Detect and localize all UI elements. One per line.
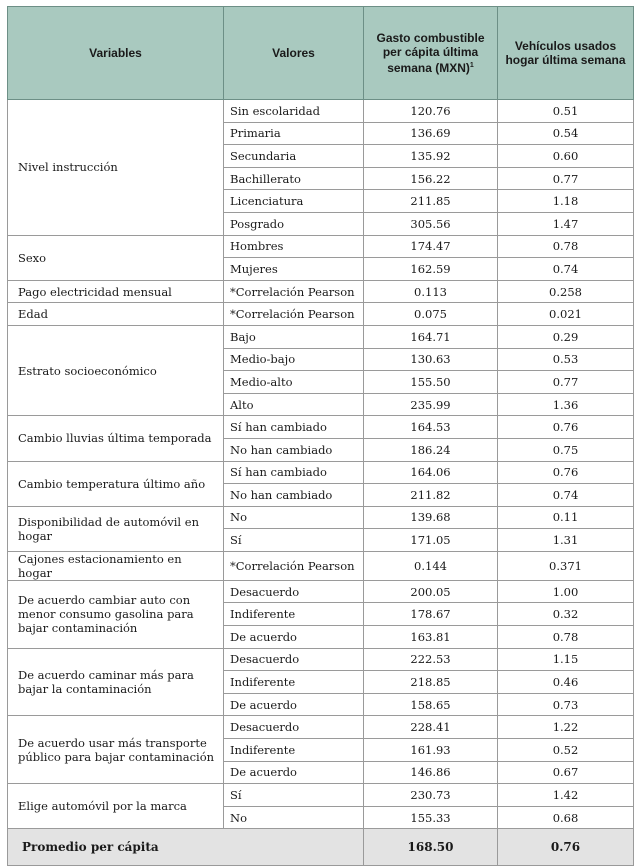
valor-cell: Sí han cambiado xyxy=(224,416,364,439)
valor-cell: *Correlación Pearson xyxy=(224,303,364,326)
valor-cell: Bajo xyxy=(224,325,364,348)
gasto-cell: 211.85 xyxy=(364,190,498,213)
vehiculos-cell: 0.76 xyxy=(498,461,634,484)
gasto-cell: 0.144 xyxy=(364,551,498,580)
gasto-cell: 186.24 xyxy=(364,438,498,461)
gasto-cell: 174.47 xyxy=(364,235,498,258)
table-row xyxy=(8,280,634,303)
variable-cell: Cajones estacionamiento en hogar xyxy=(8,551,224,580)
table-header xyxy=(8,7,634,100)
vehiculos-cell: 0.78 xyxy=(498,235,634,258)
valor-cell: Sí han cambiado xyxy=(224,461,364,484)
vehiculos-cell: 1.18 xyxy=(498,190,634,213)
valor-cell: *Correlación Pearson xyxy=(224,551,364,580)
vehiculos-cell: 1.42 xyxy=(498,784,634,807)
valor-cell: Posgrado xyxy=(224,212,364,235)
table-body xyxy=(8,100,634,829)
gasto-cell: 139.68 xyxy=(364,506,498,529)
gasto-cell: 164.53 xyxy=(364,416,498,439)
valor-cell: Sí xyxy=(224,529,364,552)
valor-cell: De acuerdo xyxy=(224,693,364,716)
valor-cell: No han cambiado xyxy=(224,484,364,507)
gasto-cell: 222.53 xyxy=(364,648,498,671)
gasto-cell: 161.93 xyxy=(364,739,498,762)
vehiculos-cell: 0.54 xyxy=(498,122,634,145)
table-row xyxy=(8,100,634,123)
vehiculos-cell: 1.22 xyxy=(498,716,634,739)
vehiculos-cell: 0.74 xyxy=(498,258,634,281)
gasto-cell: 155.50 xyxy=(364,371,498,394)
valor-cell: Sin escolaridad xyxy=(224,100,364,123)
table-row xyxy=(8,461,634,484)
gasto-cell: 136.69 xyxy=(364,122,498,145)
valor-cell: Sí xyxy=(224,784,364,807)
vehiculos-cell: 1.47 xyxy=(498,212,634,235)
valor-cell: De acuerdo xyxy=(224,626,364,649)
valor-cell: Secundaria xyxy=(224,145,364,168)
table-row xyxy=(8,303,634,326)
vehiculos-cell: 1.15 xyxy=(498,648,634,671)
valor-cell: Indiferente xyxy=(224,739,364,762)
variable-cell: De acuerdo caminar más para bajar la contaminación xyxy=(8,648,224,716)
vehiculos-cell: 0.67 xyxy=(498,761,634,784)
header-gasto-footnote: 1 xyxy=(469,62,474,69)
header-valores: Valores xyxy=(224,7,364,100)
vehiculos-cell: 0.29 xyxy=(498,325,634,348)
vehiculos-cell: 0.77 xyxy=(498,167,634,190)
gasto-cell: 135.92 xyxy=(364,145,498,168)
vehiculos-cell: 0.258 xyxy=(498,280,634,303)
gasto-cell: 0.113 xyxy=(364,280,498,303)
gasto-cell: 146.86 xyxy=(364,761,498,784)
gasto-cell: 158.65 xyxy=(364,693,498,716)
variable-cell: Elige automóvil por la marca xyxy=(8,784,224,829)
vehiculos-cell: 0.53 xyxy=(498,348,634,371)
table-row xyxy=(8,648,634,671)
footer-row xyxy=(8,829,634,866)
valor-cell: No xyxy=(224,506,364,529)
header-vehiculos: Vehículos usados hogar última semana xyxy=(498,7,634,100)
table-row xyxy=(8,416,634,439)
vehiculos-cell: 0.371 xyxy=(498,551,634,580)
valor-cell: Medio-bajo xyxy=(224,348,364,371)
table-footer xyxy=(8,829,634,866)
gasto-cell: 228.41 xyxy=(364,716,498,739)
table-row xyxy=(8,325,634,348)
header-row xyxy=(8,7,634,100)
header-gasto xyxy=(364,7,498,100)
vehiculos-cell: 0.11 xyxy=(498,506,634,529)
table-row xyxy=(8,784,634,807)
valor-cell: Licenciatura xyxy=(224,190,364,213)
vehiculos-cell: 0.021 xyxy=(498,303,634,326)
gasto-cell: 200.05 xyxy=(364,580,498,603)
valor-cell: Desacuerdo xyxy=(224,580,364,603)
valor-cell: Hombres xyxy=(224,235,364,258)
variable-cell: De acuerdo cambiar auto con menor consumo gasolina para bajar contaminación xyxy=(8,580,224,648)
valor-cell: Bachillerato xyxy=(224,167,364,190)
data-table-container xyxy=(7,6,633,866)
gasto-cell: 230.73 xyxy=(364,784,498,807)
variable-cell: Cambio lluvias última temporada xyxy=(8,416,224,461)
gasto-cell: 178.67 xyxy=(364,603,498,626)
table-row xyxy=(8,235,634,258)
variable-cell: De acuerdo usar más transporte público para bajar contaminación xyxy=(8,716,224,784)
table-row xyxy=(8,580,634,603)
vehiculos-cell: 0.52 xyxy=(498,739,634,762)
vehiculos-cell: 0.73 xyxy=(498,693,634,716)
header-variables: Variables xyxy=(8,7,224,100)
vehiculos-cell: 1.31 xyxy=(498,529,634,552)
gasto-cell: 162.59 xyxy=(364,258,498,281)
table-row xyxy=(8,716,634,739)
gasto-cell: 171.05 xyxy=(364,529,498,552)
valor-cell: Primaria xyxy=(224,122,364,145)
valor-cell: Indiferente xyxy=(224,671,364,694)
vehiculos-cell: 0.76 xyxy=(498,416,634,439)
gasto-cell: 305.56 xyxy=(364,212,498,235)
gasto-cell: 211.82 xyxy=(364,484,498,507)
vehiculos-cell: 0.51 xyxy=(498,100,634,123)
vehiculos-cell: 0.74 xyxy=(498,484,634,507)
vehiculos-cell: 0.60 xyxy=(498,145,634,168)
valor-cell: *Correlación Pearson xyxy=(224,280,364,303)
variable-cell: Cambio temperatura último año xyxy=(8,461,224,506)
gasto-cell: 235.99 xyxy=(364,393,498,416)
data-table xyxy=(7,6,634,866)
vehiculos-cell: 0.77 xyxy=(498,371,634,394)
gasto-cell: 120.76 xyxy=(364,100,498,123)
gasto-cell: 155.33 xyxy=(364,806,498,829)
gasto-cell: 164.06 xyxy=(364,461,498,484)
valor-cell: No xyxy=(224,806,364,829)
vehiculos-cell: 0.78 xyxy=(498,626,634,649)
valor-cell: Indiferente xyxy=(224,603,364,626)
variable-cell: Nivel instrucción xyxy=(8,100,224,236)
vehiculos-cell: 0.32 xyxy=(498,603,634,626)
valor-cell: Medio-alto xyxy=(224,371,364,394)
variable-cell: Edad xyxy=(8,303,224,326)
valor-cell: Desacuerdo xyxy=(224,648,364,671)
table-row xyxy=(8,506,634,529)
valor-cell: Alto xyxy=(224,393,364,416)
valor-cell: Mujeres xyxy=(224,258,364,281)
variable-cell: Pago electricidad mensual xyxy=(8,280,224,303)
valor-cell: De acuerdo xyxy=(224,761,364,784)
vehiculos-cell: 0.46 xyxy=(498,671,634,694)
variable-cell: Sexo xyxy=(8,235,224,280)
valor-cell: Desacuerdo xyxy=(224,716,364,739)
variable-cell: Disponibilidad de automóvil en hogar xyxy=(8,506,224,551)
footer-label: Promedio per cápita xyxy=(8,829,364,866)
vehiculos-cell: 1.36 xyxy=(498,393,634,416)
header-gasto-label: Gasto combustible per cápita última semana (MXN) xyxy=(376,31,485,75)
vehiculos-cell: 0.68 xyxy=(498,806,634,829)
footer-vehiculos: 0.76 xyxy=(498,829,634,866)
gasto-cell: 0.075 xyxy=(364,303,498,326)
gasto-cell: 156.22 xyxy=(364,167,498,190)
gasto-cell: 164.71 xyxy=(364,325,498,348)
gasto-cell: 163.81 xyxy=(364,626,498,649)
gasto-cell: 130.63 xyxy=(364,348,498,371)
footer-gasto: 168.50 xyxy=(364,829,498,866)
vehiculos-cell: 0.75 xyxy=(498,438,634,461)
table-row xyxy=(8,551,634,580)
vehiculos-cell: 1.00 xyxy=(498,580,634,603)
valor-cell: No han cambiado xyxy=(224,438,364,461)
variable-cell: Estrato socioeconómico xyxy=(8,325,224,415)
gasto-cell: 218.85 xyxy=(364,671,498,694)
